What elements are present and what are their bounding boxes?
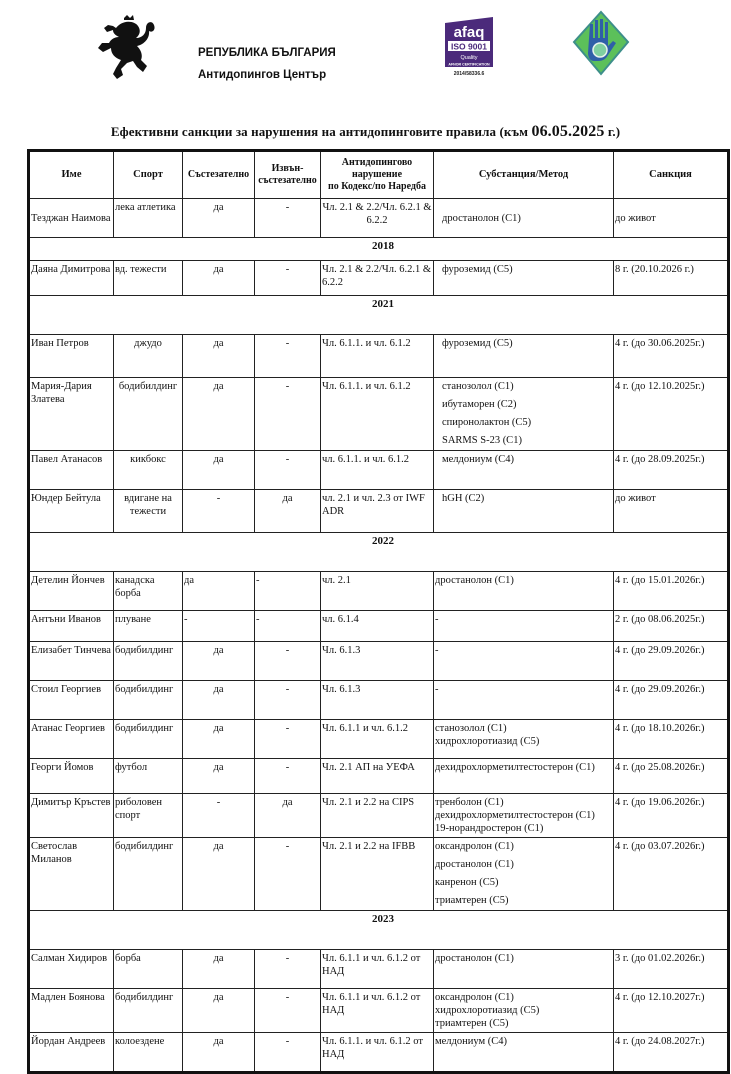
out-of-competition-cell: - xyxy=(255,950,321,989)
col-header-sport: Спорт xyxy=(114,151,183,199)
sanction-cell: 4 г. (до 12.10.2025г.) xyxy=(614,378,729,451)
in-competition-cell: да xyxy=(183,1033,255,1073)
substance-item: фуроземид (С5) xyxy=(442,264,513,275)
violation-cell: Чл. 6.1.1 и чл. 6.1.2 xyxy=(321,720,434,759)
sanction-row xyxy=(29,490,729,533)
in-competition-cell: да xyxy=(183,572,255,611)
col-header-violation-line: по Кодекс/по Наредба xyxy=(328,181,426,192)
substance-cell xyxy=(434,720,614,759)
org-center: Антидопингов Център xyxy=(198,69,327,81)
year-separator-row xyxy=(29,911,729,950)
sanction-cell: 4 г. (до 19.06.2026г.) xyxy=(614,794,729,838)
athlete-name-cell: Павел Атанасов xyxy=(29,451,114,490)
sport-cell: вд. тежести xyxy=(114,261,183,296)
out-of-competition-cell: да xyxy=(255,794,321,838)
substance-item: - xyxy=(435,614,439,625)
out-of-competition-cell: - xyxy=(255,199,321,238)
athlete-name-cell: Иван Петров xyxy=(29,335,114,378)
violation-cell: чл. 2.1 и чл. 2.3 от IWF ADR xyxy=(321,490,434,533)
col-header-violation-line: Антидопингово xyxy=(341,157,413,168)
iso-standard: ISO 9001 xyxy=(451,41,487,52)
out-of-competition-cell: - xyxy=(255,378,321,451)
substance-item: дехидрохлорметилтестостерон (С1) xyxy=(435,762,595,773)
sanction-cell: 8 г. (20.10.2026 г.) xyxy=(614,261,729,296)
violation-cell: чл. 2.1 xyxy=(321,572,434,611)
substance-cell xyxy=(434,681,614,720)
cert-number: 2014/58336.6 xyxy=(453,71,485,77)
col-header-violation xyxy=(321,151,434,199)
out-of-competition-cell: - xyxy=(255,451,321,490)
substance-item: ибутаморен (С2) xyxy=(442,399,517,410)
substance-item: мелдониум (С4) xyxy=(435,1036,508,1047)
substance-item: дростанолон (С1) xyxy=(435,575,514,586)
substance-cell xyxy=(434,989,614,1033)
athlete-name-cell: Светослав Миланов xyxy=(29,838,114,911)
sport-cell: бодибилдинг xyxy=(114,642,183,681)
substance-item: дехидрохлорметилтестостерон (С1) xyxy=(435,810,595,821)
substance-item: дростанолон (С1) xyxy=(435,859,514,870)
in-competition-cell: да xyxy=(183,950,255,989)
sport-cell: канадска борба xyxy=(114,572,183,611)
sanction-cell: 4 г. (до 03.07.2026г.) xyxy=(614,838,729,911)
afaq-brand: afaq xyxy=(453,24,485,41)
sport-cell: борба xyxy=(114,950,183,989)
in-competition-cell: - xyxy=(183,490,255,533)
sport-cell: футбол xyxy=(114,759,183,794)
sport-cell: кикбокс xyxy=(114,451,183,490)
col-header-ooc-line: състезателно xyxy=(258,175,317,186)
out-of-competition-cell: - xyxy=(255,261,321,296)
sanction-row xyxy=(29,681,729,720)
violation-cell: Чл. 6.1.1. и чл. 6.1.2 xyxy=(321,335,434,378)
substance-item: SARMS S-23 (C1) xyxy=(442,435,522,446)
athlete-name-cell: Атанас Георгиев xyxy=(29,720,114,759)
out-of-competition-cell: - xyxy=(255,1033,321,1073)
sanction-row xyxy=(29,199,729,238)
sanction-row xyxy=(29,759,729,794)
substance-item: дростанолон (С1) xyxy=(435,953,514,964)
out-of-competition-cell: - xyxy=(255,720,321,759)
year-separator-row xyxy=(29,533,729,572)
athlete-name-cell: Детелин Йончев xyxy=(29,572,114,611)
sport-cell: вдигане на тежести xyxy=(114,490,183,533)
table-body xyxy=(29,199,729,1073)
substance-item: станозолол (С1) xyxy=(442,381,514,392)
out-of-competition-cell: - xyxy=(255,642,321,681)
col-header-out-of-competition xyxy=(255,151,321,199)
athlete-name-cell: Стоил Георгиев xyxy=(29,681,114,720)
violation-cell: Чл. 2.1 АП на УЕФА xyxy=(321,759,434,794)
substance-cell xyxy=(434,451,614,490)
document-header xyxy=(0,0,731,110)
sanction-row xyxy=(29,1033,729,1073)
substance-item: канренон (С5) xyxy=(435,877,499,888)
sanction-row xyxy=(29,642,729,681)
substance-item: дростанолон (C1) xyxy=(442,212,521,224)
document-title xyxy=(0,123,731,141)
sport-cell: джудо xyxy=(114,335,183,378)
in-competition-cell: - xyxy=(183,611,255,642)
substance-item: спиронолактон (С5) xyxy=(442,417,532,428)
sport-cell: бодибилдинг xyxy=(114,378,183,451)
col-header-in-competition: Състезателно xyxy=(183,151,255,199)
substance-cell xyxy=(434,199,614,238)
in-competition-cell: да xyxy=(183,378,255,451)
violation-cell: Чл. 2.1 и 2.2 на CIPS xyxy=(321,794,434,838)
substance-cell xyxy=(434,642,614,681)
sanction-row xyxy=(29,950,729,989)
table-header-row xyxy=(29,151,729,199)
in-competition-cell: да xyxy=(183,838,255,911)
sanction-cell: 4 г. (до 30.06.2025г.) xyxy=(614,335,729,378)
substance-item: оксандролон (С1) xyxy=(435,841,514,852)
substance-cell xyxy=(434,572,614,611)
sanction-cell: 4 г. (до 28.09.2025г.) xyxy=(614,451,729,490)
year-separator-row xyxy=(29,296,729,335)
substance-item: хидрохлоротиазид (С5) xyxy=(435,736,540,747)
out-of-competition-cell: да xyxy=(255,490,321,533)
sanction-cell: 4 г. (до 15.01.2026г.) xyxy=(614,572,729,611)
title-end: г.) xyxy=(604,124,621,139)
violation-cell: Чл. 6.1.1 и чл. 6.1.2 от НАД xyxy=(321,950,434,989)
sanction-row xyxy=(29,989,729,1033)
in-competition-cell: да xyxy=(183,989,255,1033)
athlete-name-cell: Тезджан Наимова xyxy=(29,199,114,238)
sanction-row xyxy=(29,720,729,759)
athlete-name-cell: Антъни Иванов xyxy=(29,611,114,642)
substance-item: - xyxy=(435,645,439,656)
bulgarian-lion-coat-of-arms-icon xyxy=(94,14,158,86)
sanction-row xyxy=(29,611,729,642)
violation-cell: чл. 6.1.1. и чл. 6.1.2 xyxy=(321,451,434,490)
substance-item: оксандролон (С1) xyxy=(435,992,514,1003)
sanction-row xyxy=(29,794,729,838)
title-text: Ефективни санкции за нарушения на антидопинговите правила (към xyxy=(110,124,532,139)
substance-cell xyxy=(434,794,614,838)
athlete-name-cell: Йордан Андреев xyxy=(29,1033,114,1073)
sanctions-table xyxy=(27,149,730,1074)
sport-cell: бодибилдинг xyxy=(114,989,183,1033)
athlete-name-cell: Димитър Кръстев xyxy=(29,794,114,838)
violation-cell: Чл. 6.1.1 и чл. 6.1.2 от НАД xyxy=(321,989,434,1033)
violation-cell: Чл. 2.1 и 2.2 на IFBB xyxy=(321,838,434,911)
sanction-cell: 3 г. (до 01.02.2026г.) xyxy=(614,950,729,989)
sport-cell: плуване xyxy=(114,611,183,642)
sanction-cell: 2 г. (до 08.06.2025г.) xyxy=(614,611,729,642)
substance-item: триамтерен (С5) xyxy=(435,1018,509,1029)
substance-item: фуроземид (С5) xyxy=(442,338,513,349)
substance-cell xyxy=(434,838,614,911)
org-country: РЕПУБЛИКА БЪЛГАРИЯ xyxy=(198,47,336,59)
out-of-competition-cell: - xyxy=(255,572,321,611)
out-of-competition-cell: - xyxy=(255,681,321,720)
out-of-competition-cell: - xyxy=(255,989,321,1033)
violation-cell: Чл. 2.1 & 2.2/Чл. 6.2.1 & 6.2.2 xyxy=(321,199,434,238)
sanction-row xyxy=(29,838,729,911)
col-header-sanction: Санкция xyxy=(614,151,729,199)
sanction-row xyxy=(29,261,729,296)
sport-cell: колоездене xyxy=(114,1033,183,1073)
col-header-violation-line: нарушение xyxy=(351,169,403,180)
violation-cell: Чл. 6.1.1. и чл. 6.1.2 от НАД xyxy=(321,1033,434,1073)
sanction-cell: 4 г. (до 18.10.2026г.) xyxy=(614,720,729,759)
in-competition-cell: да xyxy=(183,199,255,238)
year-label: 2023 xyxy=(29,911,729,950)
sanction-cell: до живот xyxy=(614,490,729,533)
in-competition-cell: - xyxy=(183,794,255,838)
title-date: 06.05.2025 xyxy=(531,123,605,140)
out-of-competition-cell: - xyxy=(255,335,321,378)
in-competition-cell: да xyxy=(183,720,255,759)
in-competition-cell: да xyxy=(183,335,255,378)
year-separator-row xyxy=(29,238,729,261)
athlete-name-cell: Елизабет Тинчева xyxy=(29,642,114,681)
athlete-name-cell: Юндер Бейтула xyxy=(29,490,114,533)
sanction-row xyxy=(29,335,729,378)
sanction-cell: 4 г. (до 29.09.2026г.) xyxy=(614,642,729,681)
substance-cell xyxy=(434,261,614,296)
afnor-label: AFNOR CERTIFICATION xyxy=(448,62,490,67)
substance-cell xyxy=(434,490,614,533)
sanction-cell: до живот xyxy=(614,199,729,238)
sanction-row xyxy=(29,572,729,611)
athlete-name-cell: Мадлен Боянова xyxy=(29,989,114,1033)
substance-cell xyxy=(434,759,614,794)
violation-cell: Чл. 6.1.3 xyxy=(321,642,434,681)
in-competition-cell: да xyxy=(183,261,255,296)
violation-cell: Чл. 6.1.1. и чл. 6.1.2 xyxy=(321,378,434,451)
violation-cell: Чл. 6.1.3 xyxy=(321,681,434,720)
sport-cell: бодибилдинг xyxy=(114,681,183,720)
in-competition-cell: да xyxy=(183,759,255,794)
substance-cell xyxy=(434,378,614,451)
sport-cell: лека атлетика xyxy=(114,199,183,238)
substance-item: - xyxy=(435,684,439,695)
in-competition-cell: да xyxy=(183,681,255,720)
violation-cell: чл. 6.1.4 xyxy=(321,611,434,642)
in-competition-cell: да xyxy=(183,451,255,490)
sport-cell: риболовен спорт xyxy=(114,794,183,838)
sanction-cell: 4 г. (до 24.08.2027г.) xyxy=(614,1033,729,1073)
out-of-competition-cell: - xyxy=(255,611,321,642)
sport-cell: бодибилдинг xyxy=(114,720,183,759)
col-header-name: Име xyxy=(29,151,114,199)
substance-item: хидрохлоротиазид (С5) xyxy=(435,1005,540,1016)
col-header-ooc-line: Извън- xyxy=(271,163,304,174)
athlete-name-cell: Мария-Дария Златева xyxy=(29,378,114,451)
year-label: 2021 xyxy=(29,296,729,335)
out-of-competition-cell: - xyxy=(255,838,321,911)
substance-item: триамтерен (С5) xyxy=(435,895,509,906)
in-competition-cell: да xyxy=(183,642,255,681)
substance-item: 19-норандростерон (С1) xyxy=(435,823,544,834)
violation-cell: Чл. 2.1 & 2.2/Чл. 6.2.1 & 6.2.2 xyxy=(321,261,434,296)
athlete-name-cell: Даяна Димитрова xyxy=(29,261,114,296)
col-header-substance: Субстанция/Метод xyxy=(434,151,614,199)
sanction-row xyxy=(29,451,729,490)
athlete-name-cell: Георги Йомов xyxy=(29,759,114,794)
sanction-row xyxy=(29,378,729,451)
out-of-competition-cell: - xyxy=(255,759,321,794)
substance-item: hGH (C2) xyxy=(442,493,485,504)
substance-cell xyxy=(434,1033,614,1073)
athlete-name-cell: Салман Хидиров xyxy=(29,950,114,989)
sanction-cell: 4 г. (до 12.10.2027г.) xyxy=(614,989,729,1033)
sanction-cell: 4 г. (до 25.08.2026г.) xyxy=(614,759,729,794)
substance-cell xyxy=(434,335,614,378)
year-label: 2022 xyxy=(29,533,729,572)
substance-cell xyxy=(434,950,614,989)
substance-item: тренболон (С1) xyxy=(435,797,504,808)
afaq-iso-9001-certification-logo-icon xyxy=(441,17,497,79)
sanction-cell: 4 г. (до 29.09.2026г.) xyxy=(614,681,729,720)
organization-name xyxy=(198,42,336,86)
substance-item: станозолол (С1) xyxy=(435,723,507,734)
sport-cell: бодибилдинг xyxy=(114,838,183,911)
quality-label: Quality xyxy=(460,55,478,61)
substance-cell xyxy=(434,611,614,642)
substance-item: мелдониум (С4) xyxy=(442,454,515,465)
anti-doping-hand-badge-icon xyxy=(572,10,630,80)
year-label: 2018 xyxy=(29,238,729,261)
